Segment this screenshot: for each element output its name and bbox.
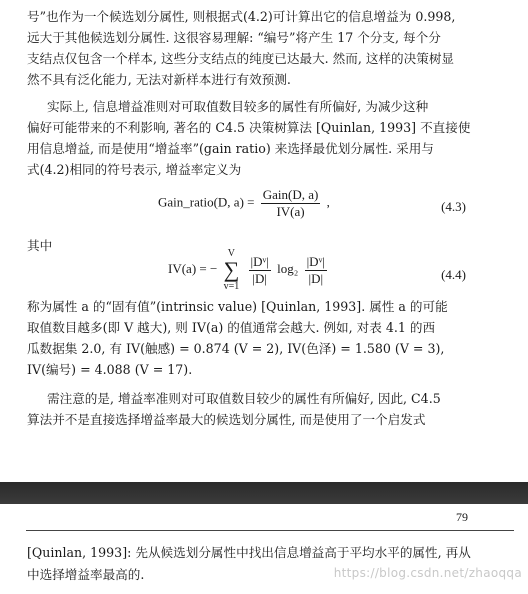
footer-text-line: 中选择增益率最高的.	[27, 567, 145, 582]
text-line: 号”也作为一个候选划分属性, 则根据式(4.2)可计算出它的信息增益为 0.998,	[27, 9, 456, 24]
text-line: 用信息增益, 而是使用“增益率”(gain ratio) 来选择最优划分属性. 采用与	[27, 141, 434, 156]
equation-trail: ,	[326, 194, 330, 210]
text-line: 取值数目越多(即 V 越大), 则 IV(a) 的值通常会越大. 例如, 对表 4.1 的西	[27, 320, 436, 335]
text-line: 瓜数据集 2.0, 有 IV(触感) = 0.874 (V = 2), IV(色泽) = 1.580 (V = 3),	[27, 341, 445, 356]
equation-lhs: IV(a) = −	[168, 260, 218, 276]
text-line: 实际上, 信息增益准则对可取值数目较多的属性有所偏好, 为减少这种	[47, 99, 429, 114]
text-line: 式(4.2)相同的符号表示, 增益率定义为	[27, 162, 242, 177]
fraction-numerator: Gain(D, a)	[262, 187, 319, 202]
text-line: 支结点仅包含一个样本, 这些分支结点的纯度已达最大. 然而, 这样的决策树显	[27, 51, 455, 66]
book-page-bottom	[0, 504, 528, 594]
log-term: log₂	[277, 260, 299, 276]
equation-number: (4.3)	[441, 199, 466, 214]
watermark: https://blog.csdn.net/zhaoqqa	[333, 566, 522, 580]
fraction-denominator: |D|	[308, 270, 324, 286]
footer-rule	[26, 530, 514, 531]
text-line: 远大于其他候选划分属性. 这很容易理解: “编号”将产生 17 个分支, 每个分	[27, 30, 441, 45]
sum-symbol: ∑	[223, 257, 240, 282]
page-number: 79	[456, 510, 468, 524]
equation-lhs: Gain_ratio(D, a) =	[158, 194, 255, 210]
text-line: 算法并不是直接选择增益率最大的候选划分属性, 而是使用了一个启发式	[27, 412, 426, 427]
equation-gain-ratio	[158, 187, 330, 220]
equation-intrinsic-value	[168, 248, 330, 292]
text-line: 称为属性 a 的“固有值”(intrinsic value) [Quinlan, 1993]. 属性 a 的可能	[27, 299, 448, 314]
summation	[224, 248, 240, 292]
text-line: 然不具有泛化能力, 无法对新样本进行有效预测.	[27, 72, 291, 87]
fraction-denominator: |D|	[252, 270, 267, 286]
fraction-denominator: IV(a)	[276, 204, 305, 219]
footer-text-line: [Quinlan, 1993]: 先从候选划分属性中找出信息增益高于平均水平的属性, 再从	[27, 545, 471, 560]
fraction	[261, 187, 321, 220]
fraction-numerator: |Dᵛ|	[306, 253, 325, 269]
sum-lower: v=1	[223, 281, 240, 292]
page-gap	[0, 482, 528, 504]
equation-number: (4.4)	[441, 267, 466, 282]
text-line: 其中	[27, 238, 53, 253]
text-line: 需注意的是, 增益率准则对可取值数目较少的属性有所偏好, 因此, C4.5	[47, 391, 441, 406]
fraction-numerator: |Dᵛ|	[250, 253, 269, 269]
sum-upper: V	[227, 248, 236, 259]
text-line: IV(编号) = 4.088 (V = 17).	[27, 362, 193, 377]
fraction	[305, 254, 327, 287]
fraction	[249, 254, 271, 287]
text-line: 偏好可能带来的不利影响, 著名的 C4.5 决策树算法 [Quinlan, 1993] 不直接使	[27, 120, 471, 135]
